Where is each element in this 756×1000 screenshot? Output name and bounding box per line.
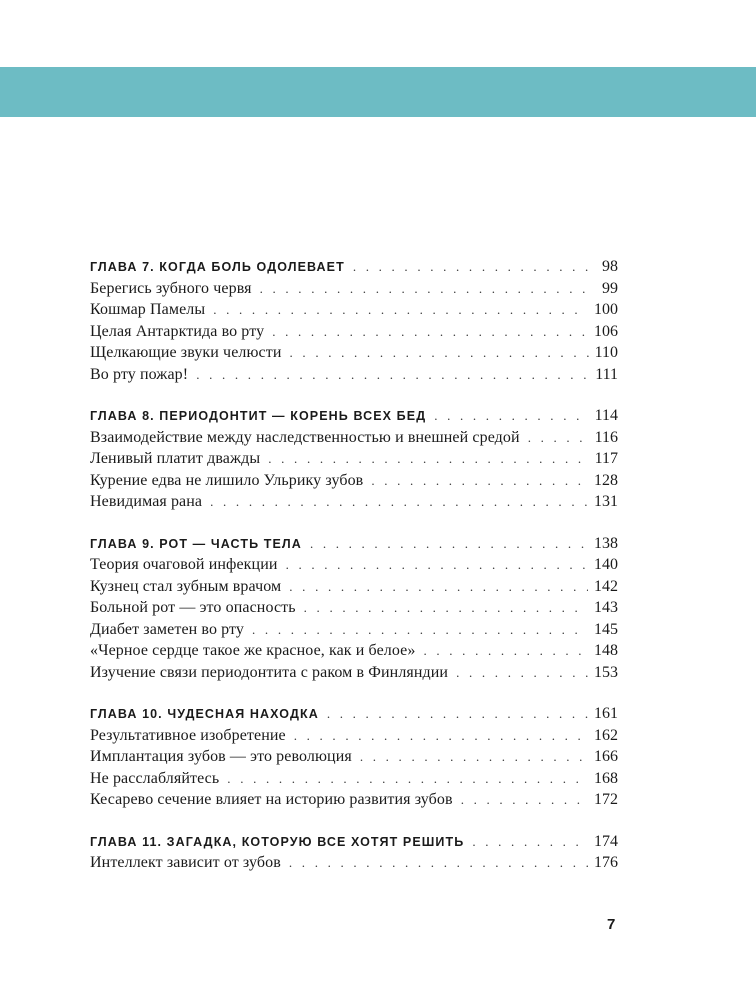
dot-leader bbox=[286, 554, 588, 576]
section-entry[interactable] bbox=[90, 299, 618, 321]
dot-leader bbox=[528, 427, 589, 449]
chapter-page-number: 138 bbox=[594, 534, 618, 552]
section-page-number: 153 bbox=[594, 663, 618, 681]
section-entry[interactable] bbox=[90, 597, 618, 619]
section-page-number: 140 bbox=[594, 556, 618, 573]
section-title: Имплантация зубов — это революция bbox=[90, 748, 352, 765]
section-entry[interactable] bbox=[90, 746, 618, 768]
section-title: Изучение связи периодонтита с раком в Финляндии bbox=[90, 663, 449, 681]
section-entry[interactable] bbox=[90, 427, 618, 449]
section-entry[interactable] bbox=[90, 491, 618, 513]
section-title: Не расслабляйтесь bbox=[90, 769, 220, 787]
section-page-number: 110 bbox=[594, 344, 618, 361]
section-title: Интеллект зависит от зубов bbox=[90, 854, 281, 871]
dot-leader bbox=[456, 662, 588, 684]
dot-leader bbox=[268, 448, 588, 470]
page-number: 7 bbox=[607, 916, 616, 933]
chapter-page-number: 114 bbox=[594, 407, 618, 424]
section-page-number: 168 bbox=[594, 769, 618, 787]
dot-leader bbox=[327, 703, 588, 725]
dot-leader bbox=[310, 533, 588, 555]
dot-leader bbox=[213, 299, 588, 321]
chapter-entry[interactable] bbox=[90, 703, 618, 725]
section-entry[interactable] bbox=[90, 364, 618, 386]
section-title: Курение едва не лишило Ульрику зубов bbox=[90, 471, 364, 489]
dot-leader bbox=[423, 640, 588, 662]
dot-leader bbox=[210, 491, 588, 513]
chapter-page-number: 161 bbox=[594, 705, 618, 722]
chapter-title: ГЛАВА 9. РОТ — ЧАСТЬ ТЕЛА bbox=[90, 536, 302, 551]
section-entry[interactable] bbox=[90, 278, 618, 300]
section-page-number: 166 bbox=[594, 748, 618, 765]
dot-leader bbox=[353, 256, 590, 278]
section-title: Диабет заметен во рту bbox=[90, 620, 245, 638]
section-title: Целая Антарктида во рту bbox=[90, 322, 265, 340]
section-title: Кошмар Памелы bbox=[90, 301, 206, 318]
section-title: Берегись зубного червя bbox=[90, 279, 252, 297]
section-title: Результативное изобретение bbox=[90, 726, 286, 744]
chapter-block bbox=[90, 831, 618, 874]
section-title: Теория очаговой инфекции bbox=[90, 556, 278, 573]
section-page-number: 128 bbox=[594, 471, 618, 489]
section-title: Во рту пожар! bbox=[90, 365, 189, 383]
chapter-page-number: 98 bbox=[602, 258, 618, 275]
section-entry[interactable] bbox=[90, 576, 618, 598]
section-title: Больной рот — это опасность bbox=[90, 599, 296, 616]
section-title: Ленивый платит дважды bbox=[90, 450, 261, 467]
section-entry[interactable] bbox=[90, 662, 618, 684]
chapter-page-number: 174 bbox=[594, 832, 618, 850]
dot-leader bbox=[289, 852, 588, 874]
section-page-number: 100 bbox=[594, 301, 618, 318]
section-title: «Черное сердце такое же красное, как и белое» bbox=[90, 642, 416, 659]
chapter-entry[interactable] bbox=[90, 405, 618, 427]
section-entry[interactable] bbox=[90, 321, 618, 343]
section-page-number: 116 bbox=[594, 428, 618, 446]
dot-leader bbox=[304, 597, 588, 619]
dot-leader bbox=[434, 405, 588, 427]
section-title: Кузнец стал зубным врачом bbox=[90, 577, 282, 595]
section-entry[interactable] bbox=[90, 852, 618, 874]
section-title: Взаимодействие между наследственностью и внешней средой bbox=[90, 428, 520, 446]
dot-leader bbox=[290, 342, 589, 364]
dot-leader bbox=[461, 789, 588, 811]
chapter-title: ГЛАВА 11. ЗАГАДКА, КОТОРУЮ ВСЕ ХОТЯТ РЕШИТЬ bbox=[90, 834, 465, 849]
section-page-number: 148 bbox=[594, 642, 618, 659]
section-entry[interactable] bbox=[90, 342, 618, 364]
section-entry[interactable] bbox=[90, 448, 618, 470]
chapter-title: ГЛАВА 8. ПЕРИОДОНТИТ — КОРЕНЬ ВСЕХ БЕД bbox=[90, 409, 427, 423]
section-title: Невидимая рана bbox=[90, 493, 203, 510]
dot-leader bbox=[360, 746, 588, 768]
section-page-number: 131 bbox=[594, 493, 618, 510]
chapter-title: ГЛАВА 10. ЧУДЕСНАЯ НАХОДКА bbox=[90, 707, 319, 721]
section-page-number: 172 bbox=[594, 791, 618, 808]
header-color-band bbox=[0, 67, 756, 117]
section-page-number: 99 bbox=[602, 279, 618, 297]
section-page-number: 111 bbox=[595, 365, 618, 383]
chapter-entry[interactable] bbox=[90, 831, 618, 853]
section-entry[interactable] bbox=[90, 725, 618, 747]
dot-leader bbox=[272, 321, 588, 343]
section-entry[interactable] bbox=[90, 789, 618, 811]
section-page-number: 143 bbox=[594, 599, 618, 616]
chapter-block bbox=[90, 256, 618, 385]
section-entry[interactable] bbox=[90, 768, 618, 790]
chapter-block bbox=[90, 405, 618, 513]
section-page-number: 162 bbox=[594, 726, 618, 744]
dot-leader bbox=[227, 768, 588, 790]
section-title: Кесарево сечение влияет на историю развития зубов bbox=[90, 791, 453, 808]
section-page-number: 106 bbox=[594, 322, 618, 340]
section-title: Щелкающие звуки челюсти bbox=[90, 344, 282, 361]
dot-leader bbox=[472, 831, 588, 853]
section-entry[interactable] bbox=[90, 640, 618, 662]
chapter-title: ГЛАВА 7. КОГДА БОЛЬ ОДОЛЕВАЕТ bbox=[90, 260, 345, 274]
dot-leader bbox=[371, 470, 588, 492]
chapter-entry[interactable] bbox=[90, 533, 618, 555]
chapter-block bbox=[90, 533, 618, 684]
chapter-block bbox=[90, 703, 618, 811]
dot-leader bbox=[289, 576, 588, 598]
section-page-number: 117 bbox=[594, 450, 618, 467]
chapter-entry[interactable] bbox=[90, 256, 618, 278]
table-of-contents bbox=[90, 256, 618, 874]
section-entry[interactable] bbox=[90, 619, 618, 641]
section-page-number: 142 bbox=[594, 577, 618, 595]
dot-leader bbox=[294, 725, 588, 747]
section-entry[interactable] bbox=[90, 554, 618, 576]
dot-leader bbox=[260, 278, 590, 300]
section-page-number: 176 bbox=[594, 854, 618, 871]
section-entry[interactable] bbox=[90, 470, 618, 492]
dot-leader bbox=[252, 619, 588, 641]
dot-leader bbox=[196, 364, 589, 386]
section-page-number: 145 bbox=[594, 620, 618, 638]
